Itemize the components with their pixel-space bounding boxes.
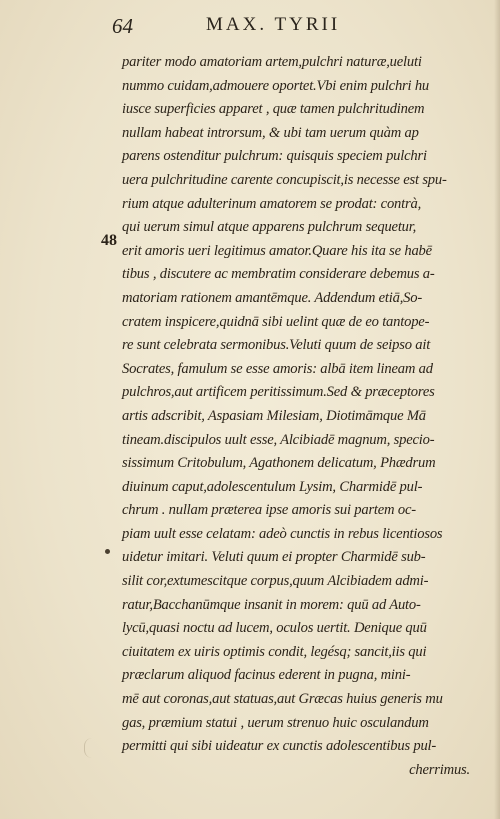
text-line: matoriam rationem amantēmque. Addendum etiā,So-: [122, 289, 423, 306]
text-line: chrum . nullam præterea ipse amoris sui partem oc-: [122, 502, 416, 519]
text-line: ratur,Bacchanūmque insanit in morem: quū ad Auto-: [122, 596, 421, 613]
text-line: pulchros,aut artificem peritissimum.Sed & præceptores: [122, 384, 435, 401]
text-line: uidetur imitari. Veluti quum ei propter Charmidē sub-: [122, 549, 426, 566]
text-line: pariter modo amatoriam artem,pulchri naturæ,ueluti: [122, 54, 422, 70]
text-line: re sunt celebrata sermonibus.Veluti quum de seipso ait: [122, 337, 431, 354]
text-line: sissimum Critobulum, Agathonem delicatum, Phædrum: [122, 455, 436, 472]
page-number: 64: [112, 14, 133, 38]
text-line: rium atque adulterinum amatorem se prodat: contrà,: [122, 195, 422, 212]
text-line: parens ostenditur pulchrum: quisquis speciem pulchri: [122, 148, 427, 165]
text-line: cratem inspicere,quidnā sibi uelint quæ de eo tantope-: [122, 313, 430, 330]
text-line: cherrimus.: [409, 761, 470, 778]
text-line: iusce superficies apparet , quæ tamen pulchritudinem: [122, 101, 425, 118]
page-edge-shadow: [494, 0, 500, 819]
text-line: præclarum aliquod facinus ederent in pugna, mini-: [122, 667, 411, 684]
text-line: nummo cuidam,admouere oportet.Vbi enim pulchri hu: [122, 77, 430, 94]
text-line: mē aut coronas,aut statuas,aut Græcas huius generis mu: [122, 691, 443, 708]
marginal-section-number: 48: [101, 232, 117, 249]
text-block: [122, 51, 480, 782]
text-line: qui uerum simul atque apparens pulchrum sequetur,: [122, 219, 417, 236]
text-line: erit amoris ueri legitimus amator.Quare his ita se habē: [122, 242, 432, 259]
margin-ink-mark: [105, 549, 110, 554]
text-line: nullam habeat introrsum, & ubi tam uerum quàm ap: [122, 124, 419, 141]
text-line: uera pulchritudine carente concupiscit,is necesse est spu-: [122, 171, 447, 188]
margin-pencil-mark: [84, 738, 93, 758]
text-line: piam uult esse celatam: adeò cunctis in rebus licentiosos: [122, 525, 443, 542]
text-line: Socrates, famulum se esse amoris: albā item lineam ad: [122, 360, 433, 377]
text-line: permitti qui sibi uideatur ex cunctis adolescentibus pul-: [122, 738, 437, 755]
text-line: silit cor,extumescitque corpus,quum Alcibiadem admi-: [122, 573, 429, 590]
page-header: [112, 14, 482, 42]
text-line: artis adscribit, Aspasiam Milesiam, Diotimāmque Mā: [122, 407, 426, 424]
text-line: diuinum caput,adolescentulum Lysim, Charmidē pul-: [122, 478, 423, 495]
text-line: lycū,quasi noctu ad lucem, oculos uertit. Denique quū: [122, 620, 427, 637]
running-title: MAX. TYRII: [206, 14, 341, 35]
text-line: gas, præmium statui , uerum strenuo huic osculandum: [122, 714, 429, 731]
text-line: tibus , discutere ac membratim considerare debemus a-: [122, 266, 435, 283]
text-line: ciuitatem ex uiris optimis condit, legésq; sancit,iis qui: [122, 643, 427, 660]
text-line: tineam.discipulos uult esse, Alcibiadē magnum, specio-: [122, 431, 435, 448]
